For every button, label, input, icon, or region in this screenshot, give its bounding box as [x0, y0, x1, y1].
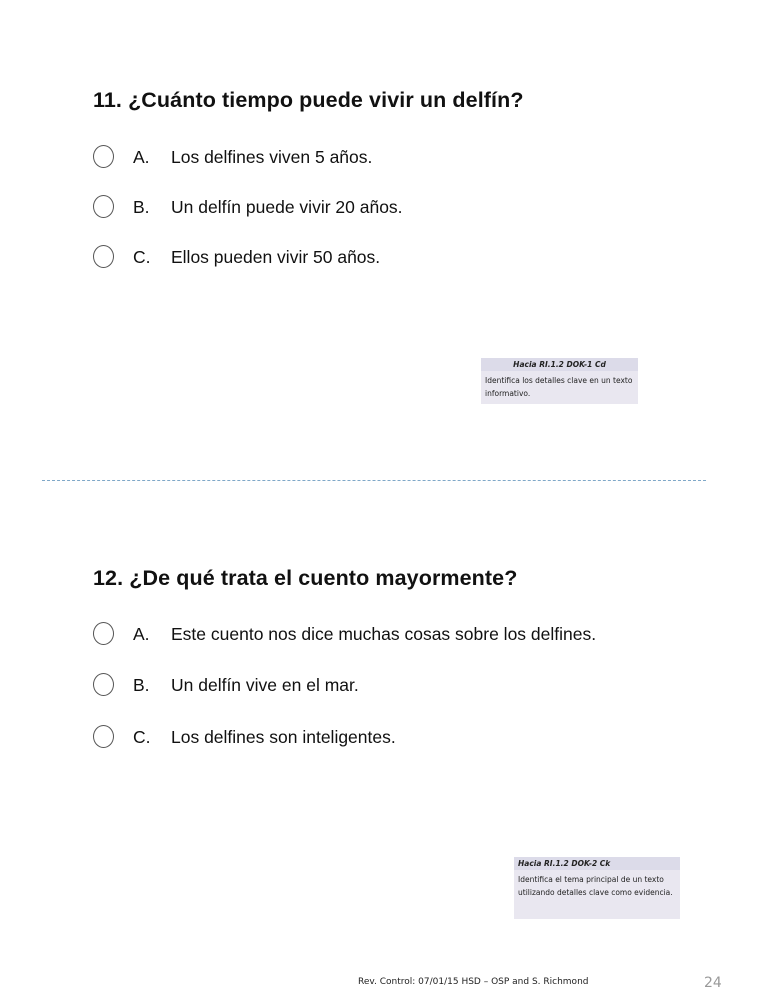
standard-description: Identifica el tema principal de un texto utilizando detalles clave como evidencia.: [518, 875, 673, 897]
question-12-prompt: 12. ¿De qué trata el cuento mayormente?: [93, 566, 518, 590]
answer-bubble-icon[interactable]: [93, 195, 114, 218]
answer-bubble-icon[interactable]: [93, 622, 114, 645]
choice-letter: A.: [133, 624, 150, 644]
standard-box-q12: [514, 857, 680, 919]
choice-text: Un delfín puede vivir 20 años.: [171, 197, 403, 217]
standard-box-q11: [481, 358, 638, 404]
choice-text: Los delfines viven 5 años.: [171, 147, 373, 167]
question-12-choice-c[interactable]: [93, 725, 733, 755]
choice-text: Los delfines son inteligentes.: [171, 727, 396, 747]
question-11-choice-c[interactable]: [93, 245, 733, 275]
choice-text: Este cuento nos dice muchas cosas sobre los delfines.: [171, 624, 597, 644]
answer-bubble-icon[interactable]: [93, 245, 114, 268]
choice-letter: B.: [133, 675, 150, 695]
choice-text: Un delfín vive en el mar.: [171, 675, 359, 695]
question-12-choice-a[interactable]: [93, 622, 733, 652]
standard-code: Hacia RI.1.2 DOK-1 Cd: [481, 358, 638, 371]
answer-bubble-icon[interactable]: [93, 145, 114, 168]
section-divider: [42, 480, 706, 481]
choice-letter: B.: [133, 197, 150, 217]
answer-bubble-icon[interactable]: [93, 725, 114, 748]
choice-text: Ellos pueden vivir 50 años.: [171, 247, 381, 267]
question-11-choice-b[interactable]: [93, 195, 733, 225]
page-number: 24: [704, 975, 722, 991]
choice-letter: A.: [133, 147, 150, 167]
answer-bubble-icon[interactable]: [93, 673, 114, 696]
page-footer: [0, 975, 768, 997]
revision-note: Rev. Control: 07/01/15 HSD – OSP and S. Richmond: [358, 977, 589, 987]
standard-code: Hacia RI.1.2 DOK-2 Ck: [514, 857, 680, 870]
standard-description: Identifica los detalles clave en un texto informativo.: [485, 376, 633, 398]
question-11-choice-a[interactable]: [93, 145, 733, 175]
question-12-choice-b[interactable]: [93, 673, 733, 703]
choice-letter: C.: [133, 727, 151, 747]
choice-letter: C.: [133, 247, 151, 267]
question-11-prompt: 11. ¿Cuánto tiempo puede vivir un delfín?: [93, 88, 524, 112]
